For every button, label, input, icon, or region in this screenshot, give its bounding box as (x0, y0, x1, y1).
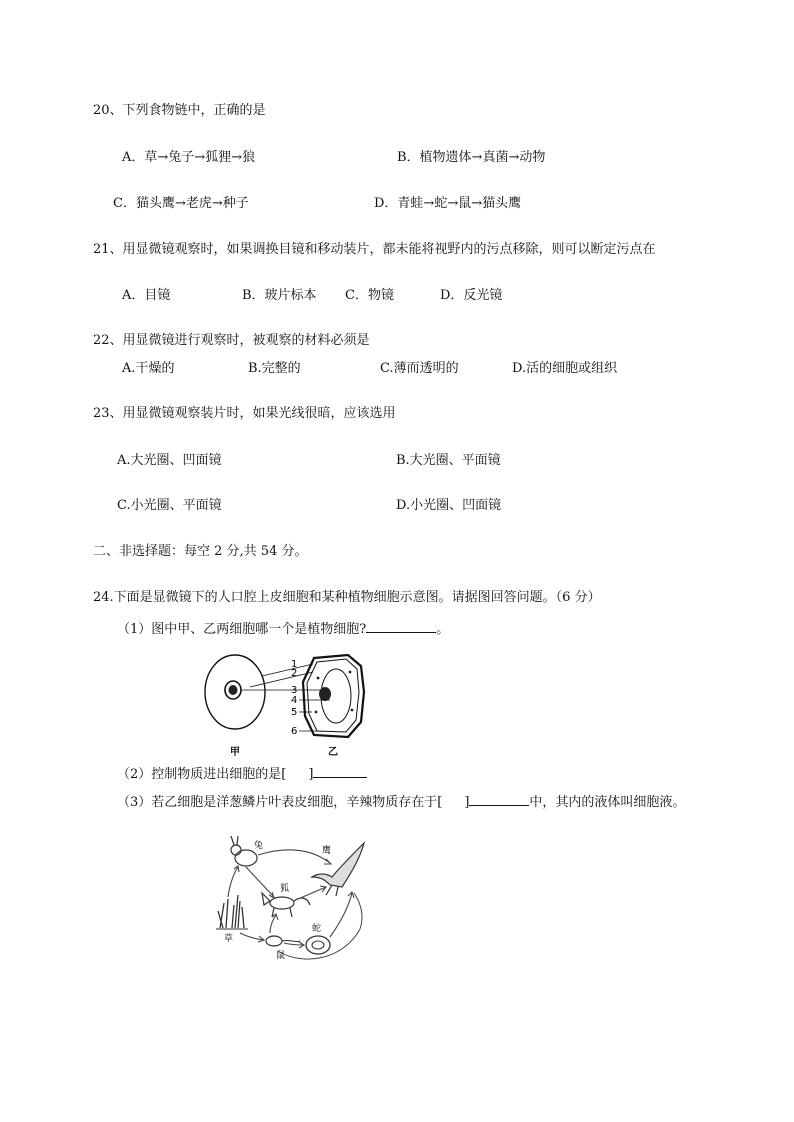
q24-sub3-tail: 中，其内的液体叫细胞液。 (529, 795, 686, 810)
answer-blank[interactable] (366, 619, 436, 633)
q20-option-d: D．青蛙→蛇→鼠→猫头鹰 (374, 196, 522, 211)
q21-option-c: C．物镜 (345, 288, 394, 303)
q24-sub1-end: 。 (436, 622, 450, 637)
q23-option-b: B.大光圈、平面镜 (396, 453, 501, 468)
q24-sub2-text: （2）控制物质进出细胞的是[ (117, 767, 287, 782)
q24-sub3-close: ] (464, 795, 470, 810)
q20-option-a: A．草→兔子→狐狸→狼 (122, 150, 256, 165)
q20-option-b: B．植物遗体→真菌→动物 (397, 150, 546, 165)
label-jia: 甲 (230, 747, 240, 758)
label-mouse: 鼠 (276, 951, 286, 961)
q22-option-d: D.活的细胞或组织 (512, 361, 618, 376)
q21-option-a: A．目镜 (122, 288, 171, 303)
q22-option-b: B.完整的 (248, 361, 301, 376)
part-label-1: 1 (291, 659, 298, 670)
answer-blank[interactable] (313, 764, 367, 778)
label-hawk: 鹰 (322, 846, 332, 856)
q21-stem: 21、用显微镜观察时，如果调换目镜和移动装片，都未能将视野内的污点移除，则可以断定污点在 (93, 242, 656, 257)
answer-blank[interactable] (469, 792, 529, 806)
q22-stem: 22、用显微镜进行观察时，被观察的材料必须是 (93, 333, 370, 348)
part-label-3: 3 (291, 685, 298, 696)
part-label-4: 4 (291, 695, 298, 706)
hawk-icon (312, 843, 364, 896)
q21-option-d: D．反光镜 (440, 288, 503, 303)
food-web-diagram (214, 833, 374, 968)
part-label-6: 6 (291, 726, 298, 737)
q23-option-d: D.小光圈、凹面镜 (396, 498, 502, 513)
grass-icon (216, 895, 248, 929)
q23-option-c: C.小光圈、平面镜 (117, 498, 222, 513)
label-snake: 蛇 (312, 924, 322, 934)
label-grass: 草 (224, 934, 234, 944)
q22-option-c: C.薄而透明的 (380, 361, 459, 376)
section-heading: 二、非选择题：每空 2 分,共 54 分。 (93, 544, 308, 559)
q24-sub1 (117, 619, 449, 638)
q20-stem: 20、下列食物链中，正确的是 (93, 103, 266, 118)
part-label-5: 5 (291, 707, 298, 718)
part-label-2: 2 (291, 668, 298, 679)
q24-sub3-text: （3）若乙细胞是洋葱鳞片叶表皮细胞，辛辣物质存在于[ (117, 795, 443, 810)
q22-option-a: A.干燥的 (122, 361, 175, 376)
q24-sub1-text: （1）图中甲、乙两细胞哪一个是植物细胞? (117, 622, 367, 637)
cell-diagram (200, 652, 370, 762)
q24-stem: 24.下面是显微镜下的人口腔上皮细胞和某种植物细胞示意图。请据图回答问题。（6 分） (93, 590, 601, 605)
q24-sub2 (117, 764, 367, 783)
label-fox: 狐 (280, 884, 290, 894)
q24-sub2-close: ] (308, 767, 314, 782)
q23-stem: 23、用显微镜观察装片时，如果光线很暗，应该选用 (93, 406, 396, 421)
label-yi: 乙 (328, 747, 338, 758)
label-rabbit: 兔 (254, 841, 264, 851)
q21-option-b: B．玻片标本 (242, 288, 317, 303)
snake-icon (306, 936, 330, 954)
plant-nucleus (319, 687, 331, 701)
q23-option-a: A.大光圈、凹面镜 (117, 453, 222, 468)
q24-sub3 (117, 792, 685, 811)
q20-option-c: C．猫头鹰→老虎→种子 (113, 196, 249, 211)
